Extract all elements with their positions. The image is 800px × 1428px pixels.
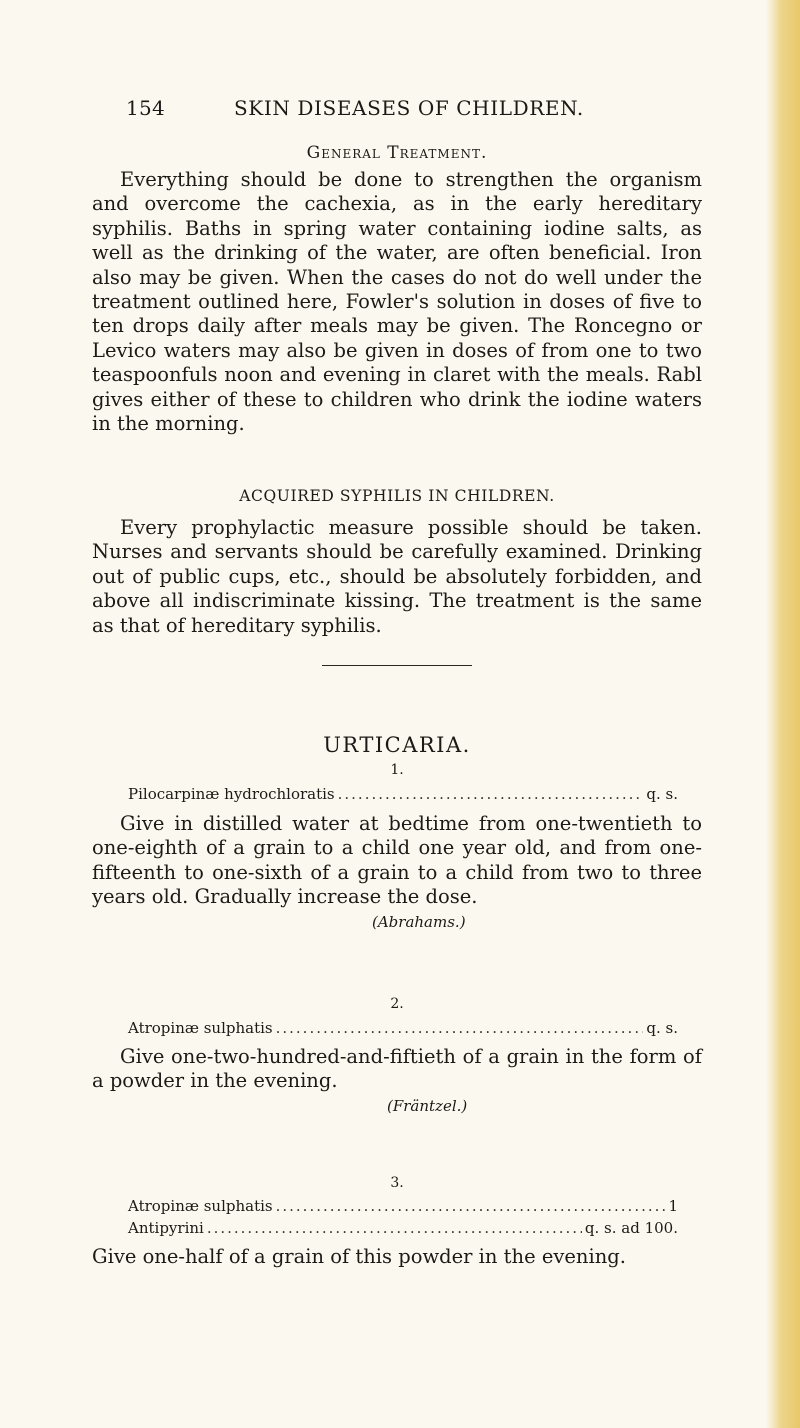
general-treatment-heading: General Treatment.: [306, 143, 488, 163]
prescription-2-number: 2.: [390, 996, 404, 1012]
prescription-2-line: [128, 1019, 678, 1037]
general-treatment-paragraph: Everything should be done to strengthen the organism and overcome the cachexia, as in the early hereditary syphilis. Baths in spring water containing iodine salts, as well as the drinking of the water, are often beneficial. Iron also may be given. When the cases do not do well under the treatment outlined here, Fowler's solution in doses of five to ten drops daily after meals may be given. The Roncegno or Levico waters may also be given in doses of from one to two teaspoonfuls noon and evening in claret with the meals. Rabl gives either of these to children who drink the iodine waters in the morning.: [92, 168, 702, 436]
ingredient-name: Pilocarpinæ hydrochloratis: [128, 785, 335, 803]
leader-dots: [338, 785, 644, 803]
prescription-2-attribution: (Fräntzel.): [387, 1097, 468, 1115]
acquired-syphilis-heading: ACQUIRED SYPHILIS IN CHILDREN.: [239, 487, 555, 505]
ingredient-quantity: q. s.: [646, 1019, 678, 1037]
prescription-1-directions: Give in distilled water at bedtime from one-twentieth to one-eighth of a grain to a child one year old, and from one-fifteenth to one-sixth of a grain to a child from two to three years old. Gradually increase the dose.: [92, 812, 702, 909]
ingredient-quantity: q. s.: [646, 785, 678, 803]
prescription-1-line: [128, 785, 678, 803]
prescription-1-number: 1.: [390, 762, 404, 778]
ingredient-quantity: 1: [668, 1197, 678, 1215]
running-title: SKIN DISEASES OF CHILDREN.: [234, 96, 584, 120]
page-number: 154: [126, 96, 166, 120]
leader-dots: [207, 1219, 582, 1237]
prescription-3-line-2: [128, 1219, 678, 1237]
ingredient-name: Atropinæ sulphatis: [128, 1019, 273, 1037]
prescription-3-line-1: [128, 1197, 678, 1215]
prescription-1-attribution: (Abrahams.): [372, 913, 466, 931]
leader-dots: [276, 1197, 666, 1215]
running-header: [126, 96, 686, 124]
ingredient-quantity: q. s. ad 100.: [584, 1219, 678, 1237]
acquired-syphilis-paragraph: Every prophylactic measure possible should be taken. Nurses and servants should be carefully examined. Drinking out of public cups, etc., should be absolutely forbidden, and above all indiscriminate kissing. The treatment is the same as that of hereditary syphilis.: [92, 516, 702, 637]
prescription-3-directions: Give one-half of a grain of this powder in the evening.: [92, 1245, 626, 1268]
prescription-2-directions: Give one-two-hundred-and-fiftieth of a grain in the form of a powder in the evening.: [92, 1045, 702, 1093]
ingredient-name: Atropinæ sulphatis: [128, 1197, 273, 1215]
section-divider: [322, 665, 472, 666]
page-edge: [766, 0, 800, 1428]
ingredient-name: Antipyrini: [128, 1219, 204, 1237]
prescription-3-number: 3.: [390, 1175, 404, 1191]
urticaria-title: URTICARIA.: [323, 733, 471, 757]
leader-dots: [276, 1019, 644, 1037]
